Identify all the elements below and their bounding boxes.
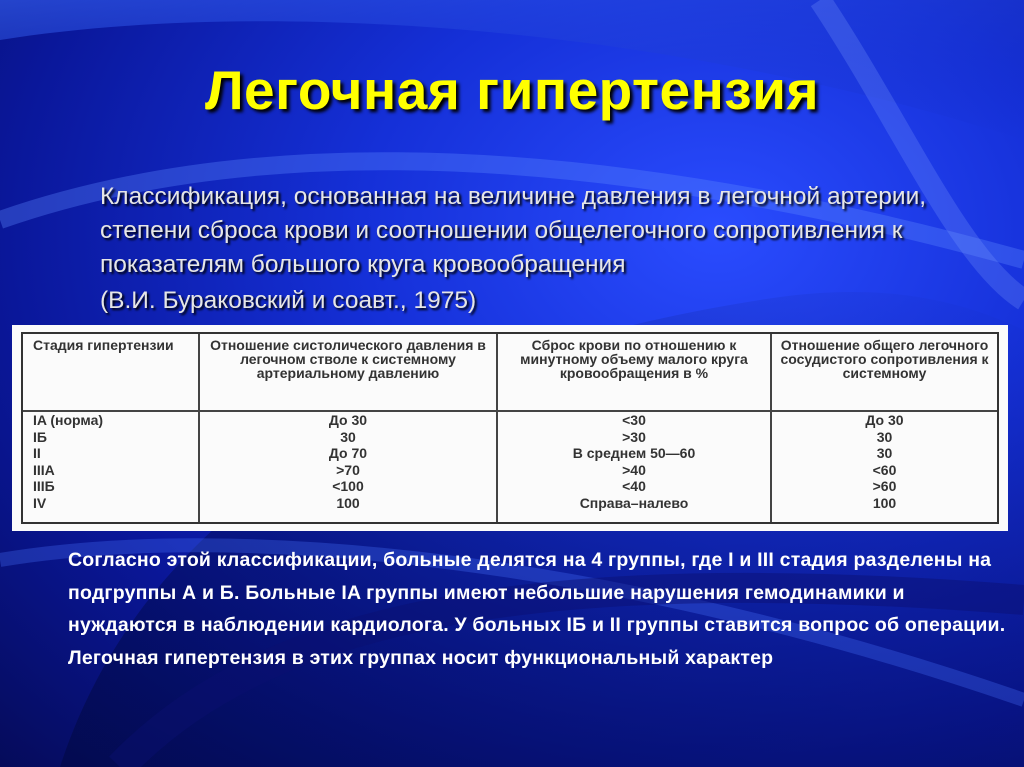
table-cell: 30 bbox=[876, 428, 893, 445]
table-cell: 100 bbox=[336, 494, 360, 511]
table-cell: >60 bbox=[872, 478, 897, 494]
table-cell: 100 bbox=[872, 494, 897, 511]
column-resistance-ratio bbox=[771, 411, 997, 522]
table-cell: 30 bbox=[340, 428, 356, 445]
table-cell: IV bbox=[33, 494, 47, 511]
header-resistance-ratio: Отношение общего легочного сосудистого сопротивления к системному bbox=[771, 334, 997, 411]
table-cell: II bbox=[33, 445, 41, 461]
table-cell: В среднем 50—60 bbox=[572, 445, 696, 461]
summary-text: Согласно этой классификации, больные делятся на 4 группы, где I и III стадия разделены на подгруппы А и Б. Больные IA группы имеют небольшие нарушения гемодинамики и нуждаются в наблюдении кардиолога. У больных IБ и II группы ставится вопрос об операции. Легочная гипертензия в этих группах носит функциональный характер bbox=[68, 549, 1006, 669]
table-cell: <40 bbox=[622, 478, 646, 494]
table-header-row bbox=[23, 334, 997, 411]
table-cell: IIIA bbox=[33, 461, 55, 478]
header-shunt: Сброс крови по отношению к минутному объему малого круга кровообращения в % bbox=[497, 334, 771, 411]
table-cell: IБ bbox=[33, 428, 47, 445]
table-cell: >70 bbox=[336, 461, 360, 478]
slide-subtitle: Классификация, основанная на величине давления в легочной артерии, степени сброса крови и соотношении общелегочного сопротивления к показателям большого круга кровообращения bbox=[100, 183, 927, 278]
classification-table-panel bbox=[12, 325, 1008, 531]
classification-table bbox=[21, 332, 999, 524]
column-pressure-ratio bbox=[199, 411, 497, 522]
table-cell: >40 bbox=[622, 461, 646, 478]
table-cell: <60 bbox=[872, 461, 897, 478]
table-cell: До 70 bbox=[328, 445, 368, 461]
citation: (В.И. Бураковский и соавт., 1975) bbox=[100, 287, 477, 314]
table-cell: <30 bbox=[622, 412, 646, 428]
table-cell: IIIБ bbox=[33, 478, 55, 494]
header-pressure-ratio: Отношение систолического давления в легочном стволе к системному артериальному давлению bbox=[199, 334, 497, 411]
slide-title: Легочная гипертензия bbox=[204, 59, 820, 121]
table-cell: IA (норма) bbox=[33, 412, 104, 428]
column-stage bbox=[23, 411, 199, 522]
table-cell: До 30 bbox=[328, 412, 368, 428]
table-cell: Справа–налево bbox=[579, 494, 689, 511]
table-cell: До 30 bbox=[865, 412, 904, 428]
header-stage: Стадия гипертензии bbox=[23, 334, 199, 411]
table-cell: 30 bbox=[876, 445, 893, 461]
table-cell: >30 bbox=[622, 428, 646, 445]
column-shunt bbox=[497, 411, 771, 522]
table-body-row bbox=[23, 411, 997, 522]
table-cell: <100 bbox=[332, 478, 364, 494]
